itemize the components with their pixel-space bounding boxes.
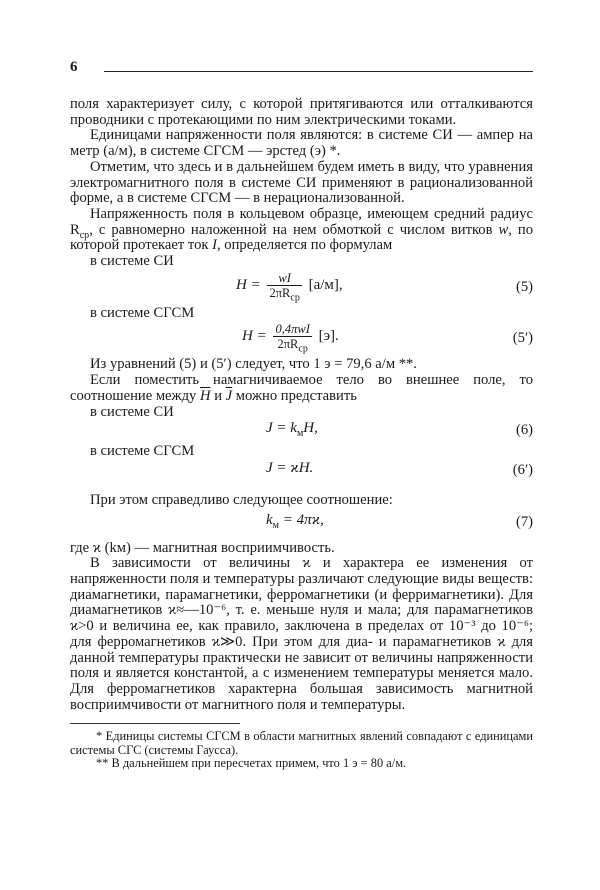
equation-7: $k_м = 4\pi ϰ$, (7) [266, 511, 533, 531]
equation-number-5: (5) [515, 278, 533, 295]
equation-number-6: (6) [515, 422, 533, 439]
label-sgsm-2: в системе СГСМ [90, 443, 195, 460]
equation-5-prime: H = $\frac{\text{0,4πwI}}{2\pi R_{ср}}$ [э]. (5′) [242, 322, 533, 355]
paragraph-magnetized-body: Если поместить намагничиваемое тело во внешнее поле, то соотношение между $\overline{H}$ и $\overline{J}$ можно представить [70, 372, 533, 404]
paragraph-1: поля характеризует силу, с которой притягиваются или отталкиваются проводники с протекающими по ним электрическими токами. [70, 96, 533, 128]
label-si: в системе СИ [90, 253, 174, 270]
page-header [70, 60, 533, 80]
page-body [70, 97, 533, 771]
paragraph-note: Отметим, что здесь и в дальнейшем будем иметь в виду, что уравнения электромагнитного поля в системе СИ применяют в рационализованной форме, а в системе СГСМ — в нерационализованной. [70, 158, 533, 207]
paragraph-conversion: Из уравнений (5) и (5′) следует, что 1 э = 79,6 а/м **. [90, 356, 417, 373]
footnote-2: ** В дальнейшем при пересчетах примем, что 1 э = 80 а/м. [96, 756, 407, 771]
equation-6-prime: J = ϰH. (6′) [266, 459, 533, 478]
paragraph-magnetic-substances: В зависимости от величины ϰ и характера ее изменения от напряженности поля и температуры различают следующие виды веществ: диамагнетики, парамагнетики, ферромагнетики (и ферримагнетики). Для диамагнетиков ϰ≈—10⁻⁶, т. е. меньше нуля и мала; для парамагнетиков ϰ>0 и величина ее, как правило, заключена в пределах от 10⁻³ до 10⁻⁶; для ферромагнетиков ϰ≫0. При этом для диа- и парамагнетиков ϰ для данной температуры практически не зависит от величины напряженности поля и является константой, а с изменением температуры меняется мало. Для ферромагнетиков характерна большая зависимость магнитной восприимчивости от магнитного поля и температуры. [70, 555, 533, 713]
equation-6: $J = k_мH$, (6) [266, 420, 533, 440]
paragraph-ring-sample: Напряженность поля в кольцевом образце, имеющем средний радиус $R_{ср}$, с равномерно наложенной на нем обмоткой с числом витков w, по которой протекает ток I, определяется по формулам [70, 205, 534, 254]
equation-number-6-prime: (6′) [512, 461, 533, 478]
paragraph-relation: При этом справедливо следующее соотношение: [90, 491, 393, 508]
equation-number-7: (7) [515, 513, 533, 530]
paragraph-susceptibility: где ϰ (kм) — магнитная восприимчивость. [70, 539, 335, 556]
equation-number-5-prime: (5′) [512, 330, 533, 347]
label-sgsm: в системе СГСМ [90, 304, 195, 321]
label-si-2: в системе СИ [90, 403, 174, 420]
header-rule [104, 71, 533, 72]
equation-5: H = $\frac{wI}{2\pi R_{ср}}$ [а/м], (5) [236, 270, 533, 304]
paragraph-units: Единицами напряженности поля являются: в системе СИ — ампер на метр (а/м), в системе СГСМ — эрстед (э) *. [70, 127, 533, 160]
footnote-1: * Единицы системы СГСМ в области магнитных явлений совпадают с единицами системы СГС (системы Гаусса). [70, 729, 533, 757]
page-number: 6 [70, 59, 78, 75]
footnote-rule [70, 723, 240, 724]
